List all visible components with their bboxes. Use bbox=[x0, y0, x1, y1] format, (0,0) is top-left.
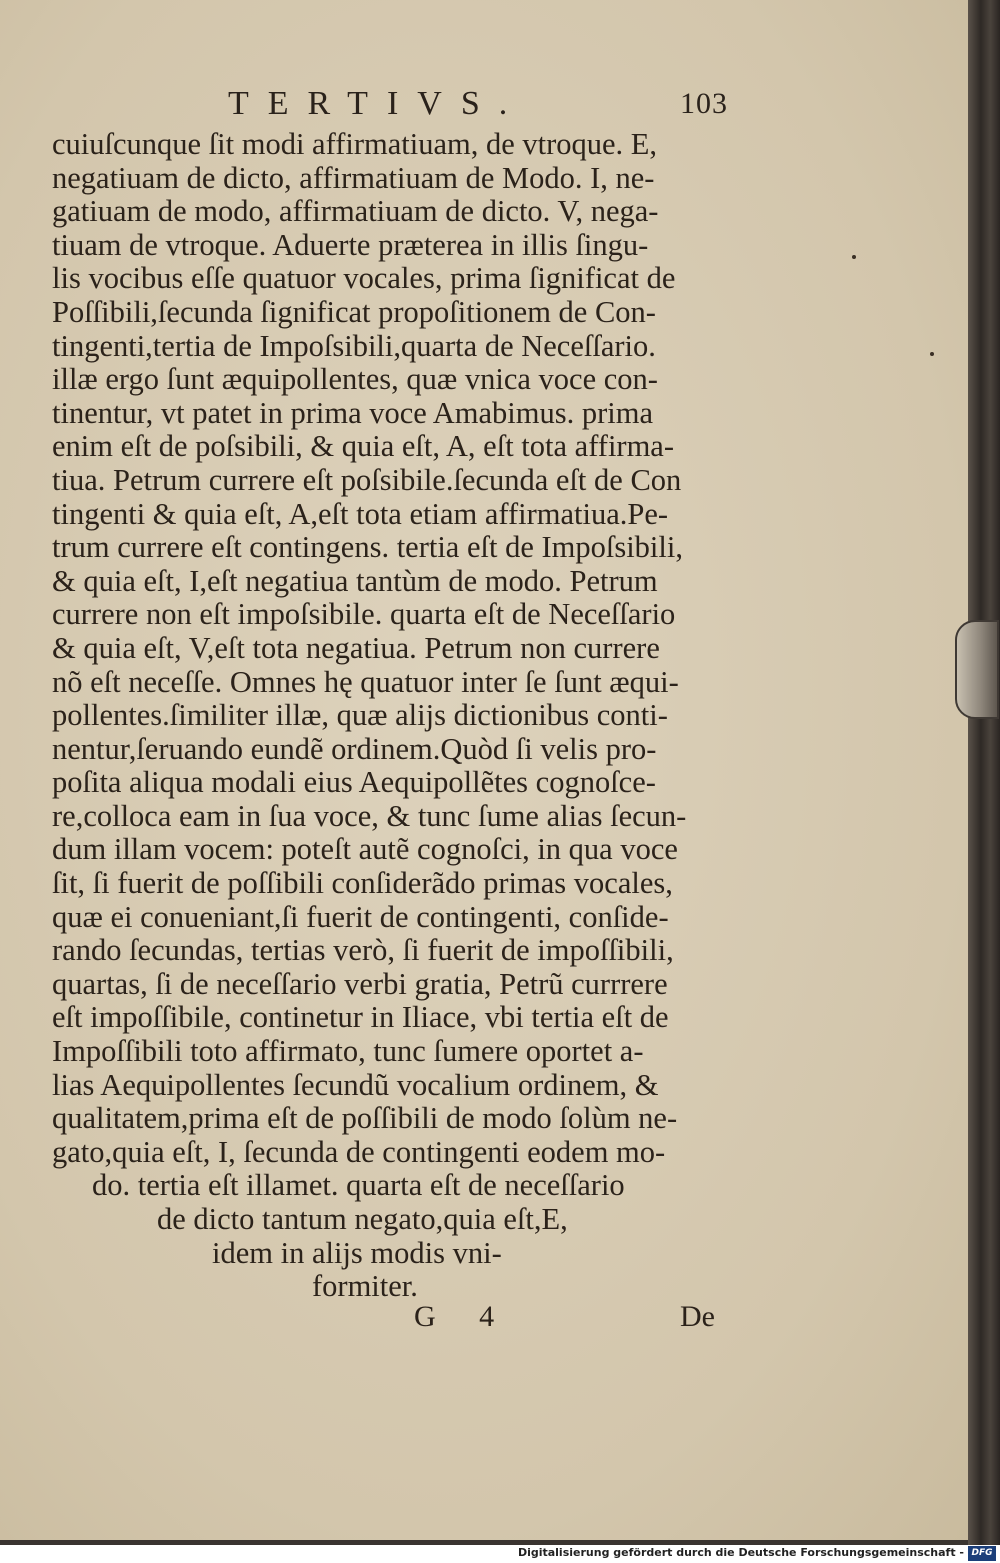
text-line: & quia eſt, V,eſt tota negatiua. Petrum non currere bbox=[52, 630, 660, 665]
ink-speck bbox=[930, 352, 934, 356]
text-line: illæ ergo ſunt æquipollentes, quæ vnica voce con- bbox=[52, 362, 658, 397]
catchword: De bbox=[680, 1300, 715, 1333]
text-line: poſita aliqua modali eius Aequipollẽtes cognoſce- bbox=[52, 765, 656, 800]
book-clasp bbox=[955, 620, 999, 719]
body-text bbox=[52, 128, 742, 1304]
folio-number: 103 bbox=[680, 87, 728, 120]
text-line: rando ſecundas, tertias verò, ſi fuerit de impoſſibili, bbox=[52, 933, 674, 968]
text-line: tinentur, vt patet in prima voce Amabimus. prima bbox=[52, 395, 654, 430]
text-line: gatiuam de modo, affirmatiuam de dicto. V, nega- bbox=[52, 194, 659, 229]
funding-credit: Digitalisierung gefördert durch die Deutsche Forschungsgemeinschaft - bbox=[517, 1546, 964, 1559]
text-line: quæ ei conueniant,ſi fuerit de contingenti, conſide- bbox=[52, 899, 669, 934]
text-line: ſit, ſi fuerit de poſſibili conſiderãdo primas vocales, bbox=[52, 866, 673, 901]
text-line: eſt impoſſibile, continetur in Iliace, vbi tertia eſt de bbox=[52, 1000, 669, 1035]
text-line: enim eſt de poſsibili, & quia eſt, A, eſt tota affirma- bbox=[52, 429, 675, 464]
text-line: & quia eſt, I,eſt negatiua tantùm de modo. Petrum bbox=[52, 563, 658, 598]
text-line: gato,quia eſt, I, ſecunda de contingenti eodem mo- bbox=[52, 1134, 666, 1169]
text-line: de dicto tantum negato,quia eſt,E, bbox=[157, 1202, 568, 1236]
text-line: Poſſibili,ſecunda ſignificat propoſitionem de Con- bbox=[52, 294, 656, 329]
running-head: TERTIVS. bbox=[228, 85, 527, 122]
text-line: Impoſſibili toto affirmato, tunc ſumere oportet a- bbox=[52, 1034, 644, 1069]
ink-speck bbox=[852, 255, 856, 259]
credit-bar bbox=[0, 1545, 1000, 1563]
text-line: lias Aequipollentes ſecundũ vocalium ordinem, & bbox=[52, 1067, 659, 1102]
text-line: tingenti & quia eſt, A,eſt tota etiam affirmatiua.Pe- bbox=[52, 496, 669, 531]
text-line: tiua. Petrum currere eſt poſsibile.ſecunda eſt de Con bbox=[52, 462, 682, 497]
text-line: currere non eſt impoſsibile. quarta eſt de Neceſſario bbox=[52, 597, 676, 632]
text-line: nentur,ſeruando eundẽ ordinem.Quòd ſi velis pro- bbox=[52, 731, 657, 766]
text-line: tingenti,tertia de Impoſsibili,quarta de Neceſſario. bbox=[52, 328, 656, 363]
text-line: qualitatem,prima eſt de poſſibili de modo ſolùm ne- bbox=[52, 1101, 678, 1136]
text-line: quartas, ſi de neceſſario verbi gratia, Petrũ currrere bbox=[52, 966, 668, 1001]
text-line: re,colloca eam in ſua voce, & tunc ſume alias ſecun- bbox=[52, 798, 687, 833]
text-line: do. tertia eſt illamet. quarta eſt de neceſſario bbox=[92, 1168, 625, 1203]
text-line: tiuam de vtroque. Aduerte præterea in illis ſingu- bbox=[52, 227, 649, 262]
dfg-logo-icon: DFG bbox=[968, 1546, 996, 1561]
signature-mark: G 4 bbox=[414, 1300, 513, 1333]
text-line: trum currere eſt contingens. tertia eſt de Impoſsibili, bbox=[52, 530, 683, 565]
page-footer bbox=[0, 1300, 968, 1345]
text-line: formiter. bbox=[312, 1269, 418, 1304]
text-line: nõ eſt neceſſe. Omnes hę quatuor inter ſe ſunt æqui- bbox=[52, 664, 679, 699]
text-line: cuiuſcunque ſit modi affirmatiuam, de vtroque. E, bbox=[52, 127, 658, 161]
book-edge bbox=[968, 0, 1000, 1545]
text-line: negatiuam de dicto, affirmatiuam de Modo. I, ne- bbox=[52, 160, 655, 195]
text-line: lis vocibus eſſe quatuor vocales, prima ſignificat de bbox=[52, 261, 676, 296]
text-line: idem in alijs modis vni- bbox=[212, 1235, 502, 1270]
text-line: pollentes.ſimiliter illæ, quæ alijs dictionibus conti- bbox=[52, 698, 668, 733]
text-line: dum illam vocem: poteſt autẽ cognoſci, in qua voce bbox=[52, 832, 678, 867]
